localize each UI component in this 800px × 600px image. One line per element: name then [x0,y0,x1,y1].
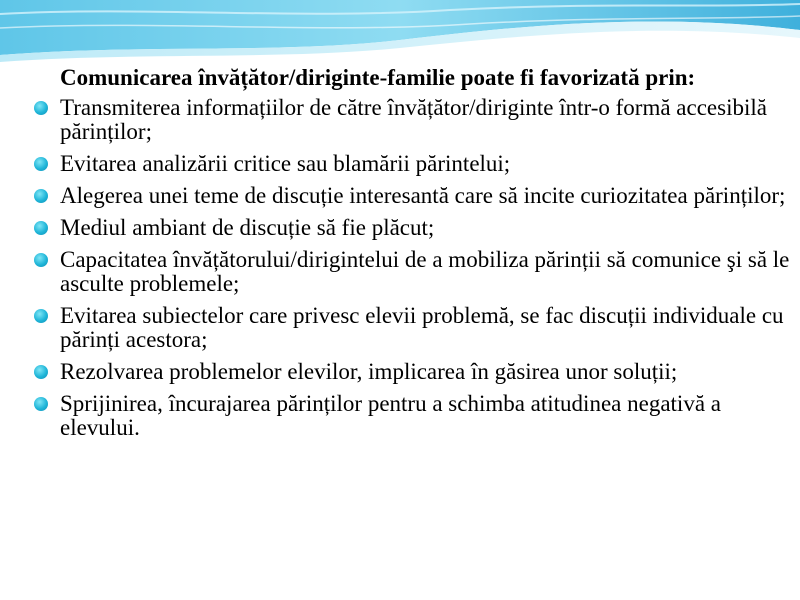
bullet-text: Rezolvarea problemelor elevilor, implicarea în găsirea unor soluții; [60,359,678,384]
bullet-text: Mediul ambiant de discuție să fie plăcut; [60,215,435,240]
slide-content [30,64,795,448]
bullet-item [30,360,795,384]
bullet-dot-icon [34,397,48,411]
bullet-dot-icon [34,221,48,235]
bullet-dot-icon [34,101,48,115]
bullet-list [30,96,795,440]
bullet-text: Alegerea unei teme de discuție interesantă care să incite curiozitatea părinților; [60,183,786,208]
wave-header-decoration [0,0,800,70]
bullet-item [30,96,795,144]
bullet-dot-icon [34,189,48,203]
bullet-dot-icon [34,365,48,379]
bullet-item [30,152,795,176]
bullet-item [30,304,795,352]
bullet-text: Transmiterea informațiilor de către învățător/diriginte într-o formă accesibilă părinților; [60,95,767,144]
bullet-item [30,392,795,440]
slide-heading: Comunicarea învățător/diriginte-familie poate fi favorizată prin: [60,65,696,90]
bullet-item [30,248,795,296]
bullet-item [30,184,795,208]
bullet-text: Sprijinirea, încurajarea părinților pentru a schimba atitudinea negativă a elevului. [60,391,721,440]
bullet-item [30,216,795,240]
bullet-text: Capacitatea învățătorului/dirigintelui de a mobiliza părinții să comunice şi să le asculte problemele; [60,247,790,296]
bullet-dot-icon [34,309,48,323]
bullet-dot-icon [34,253,48,267]
bullet-text: Evitarea subiectelor care privesc elevii problemă, se fac discuții individuale cu părinți acestora; [60,303,784,352]
bullet-text: Evitarea analizării critice sau blamării părintelui; [60,151,511,176]
bullet-dot-icon [34,157,48,171]
